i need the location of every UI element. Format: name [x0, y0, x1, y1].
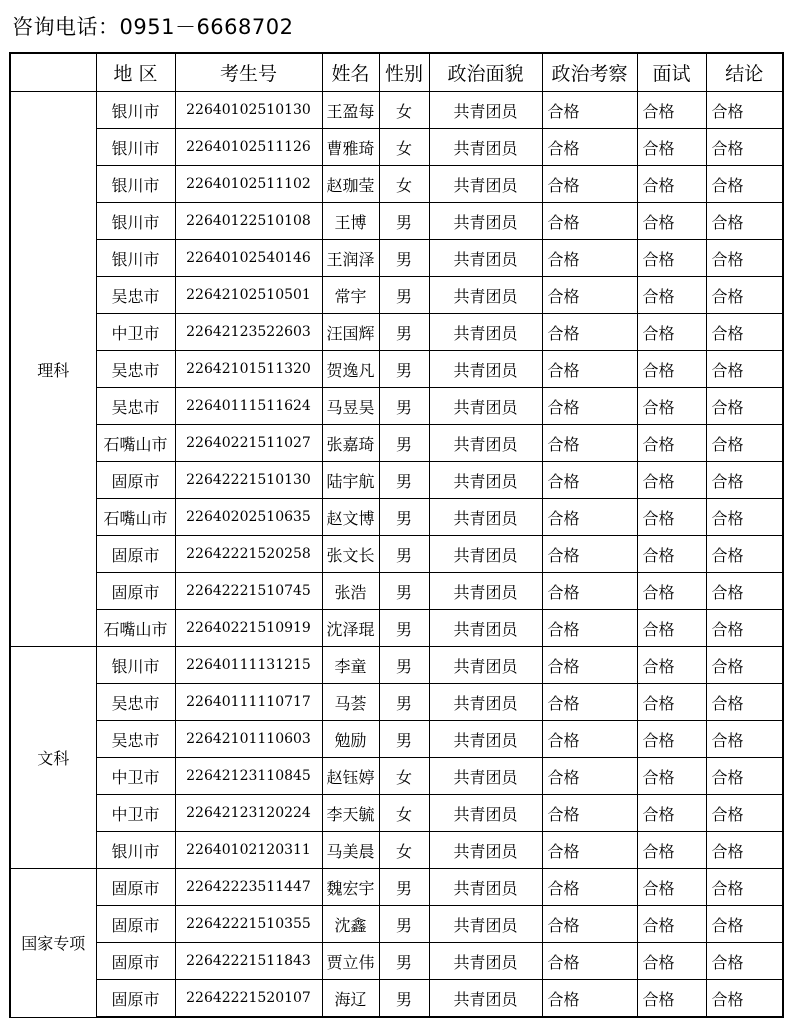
cell-name: 张嘉琦	[322, 425, 379, 462]
cell-name: 赵珈莹	[322, 166, 379, 203]
cell-political-review: 合格	[542, 943, 637, 980]
cell-name: 马荟	[322, 684, 379, 721]
table-row	[10, 462, 783, 499]
cell-name: 李童	[322, 647, 379, 684]
cell-political-status: 共青团员	[429, 906, 542, 943]
cell-gender: 男	[379, 388, 429, 425]
cell-region: 吴忠市	[96, 721, 175, 758]
cell-political-status: 共青团员	[429, 277, 542, 314]
cell-conclusion: 合格	[706, 166, 783, 203]
table-row	[10, 869, 783, 906]
cell-name: 马昱昊	[322, 388, 379, 425]
cell-political-status: 共青团员	[429, 166, 542, 203]
cell-conclusion: 合格	[706, 795, 783, 832]
cell-gender: 女	[379, 129, 429, 166]
cell-conclusion: 合格	[706, 314, 783, 351]
table-row	[10, 129, 783, 166]
cell-name: 贾立伟	[322, 943, 379, 980]
cell-exam-id: 22640102511102	[175, 166, 322, 203]
cell-conclusion: 合格	[706, 499, 783, 536]
table-row	[10, 536, 783, 573]
cell-exam-id: 22642102510501	[175, 277, 322, 314]
cell-conclusion: 合格	[706, 832, 783, 869]
cell-exam-id: 22642221520107	[175, 980, 322, 1018]
cell-gender: 女	[379, 795, 429, 832]
cell-conclusion: 合格	[706, 906, 783, 943]
cell-political-status: 共青团员	[429, 240, 542, 277]
cell-exam-id: 22640111511624	[175, 388, 322, 425]
cell-political-review: 合格	[542, 314, 637, 351]
table-row	[10, 610, 783, 647]
cell-region: 银川市	[96, 240, 175, 277]
cell-interview: 合格	[637, 721, 706, 758]
cell-interview: 合格	[637, 462, 706, 499]
cell-exam-id: 22640202510635	[175, 499, 322, 536]
table-row	[10, 573, 783, 610]
cell-region: 银川市	[96, 832, 175, 869]
table-row	[10, 425, 783, 462]
cell-region: 固原市	[96, 980, 175, 1018]
cell-political-review: 合格	[542, 388, 637, 425]
cell-interview: 合格	[637, 277, 706, 314]
cell-political-status: 共青团员	[429, 462, 542, 499]
cell-political-review: 合格	[542, 351, 637, 388]
cell-interview: 合格	[637, 388, 706, 425]
cell-gender: 男	[379, 980, 429, 1018]
cell-political-review: 合格	[542, 499, 637, 536]
cell-interview: 合格	[637, 536, 706, 573]
cell-conclusion: 合格	[706, 203, 783, 240]
cell-political-status: 共青团员	[429, 92, 542, 129]
cell-political-review: 合格	[542, 980, 637, 1018]
cell-exam-id: 22642101511320	[175, 351, 322, 388]
cell-political-review: 合格	[542, 721, 637, 758]
cell-political-status: 共青团员	[429, 536, 542, 573]
cell-name: 沈泽琨	[322, 610, 379, 647]
cell-region: 银川市	[96, 129, 175, 166]
table-row	[10, 314, 783, 351]
header-gender: 性别	[379, 53, 429, 92]
table-row	[10, 277, 783, 314]
cell-name: 张浩	[322, 573, 379, 610]
cell-political-status: 共青团员	[429, 980, 542, 1018]
cell-interview: 合格	[637, 943, 706, 980]
cell-name: 王博	[322, 203, 379, 240]
cell-interview: 合格	[637, 684, 706, 721]
cell-exam-id: 22640111110717	[175, 684, 322, 721]
cell-exam-id: 22640221510919	[175, 610, 322, 647]
cell-gender: 女	[379, 758, 429, 795]
table-row	[10, 684, 783, 721]
cell-region: 中卫市	[96, 314, 175, 351]
table-row	[10, 240, 783, 277]
cell-political-status: 共青团员	[429, 795, 542, 832]
cell-conclusion: 合格	[706, 462, 783, 499]
cell-name: 马美晨	[322, 832, 379, 869]
contact-label: 咨询电话：	[12, 15, 120, 39]
cell-interview: 合格	[637, 832, 706, 869]
cell-name: 贺逸凡	[322, 351, 379, 388]
cell-region: 固原市	[96, 536, 175, 573]
cell-political-status: 共青团员	[429, 610, 542, 647]
cell-region: 吴忠市	[96, 388, 175, 425]
cell-conclusion: 合格	[706, 536, 783, 573]
cell-conclusion: 合格	[706, 684, 783, 721]
cell-exam-id: 22642221510130	[175, 462, 322, 499]
cell-gender: 男	[379, 573, 429, 610]
cell-gender: 男	[379, 943, 429, 980]
cell-gender: 男	[379, 610, 429, 647]
contact-line	[12, 12, 293, 42]
cell-region: 银川市	[96, 647, 175, 684]
cell-name: 海辽	[322, 980, 379, 1018]
cell-political-status: 共青团员	[429, 425, 542, 462]
cell-political-review: 合格	[542, 758, 637, 795]
cell-conclusion: 合格	[706, 425, 783, 462]
admission-roster-table	[9, 52, 784, 1018]
cell-political-status: 共青团员	[429, 943, 542, 980]
cell-conclusion: 合格	[706, 388, 783, 425]
cell-political-review: 合格	[542, 832, 637, 869]
cell-conclusion: 合格	[706, 129, 783, 166]
cell-exam-id: 22640122510108	[175, 203, 322, 240]
cell-political-review: 合格	[542, 647, 637, 684]
cell-political-review: 合格	[542, 277, 637, 314]
header-conclusion: 结论	[706, 53, 783, 92]
header-political-review: 政治考察	[542, 53, 637, 92]
cell-conclusion: 合格	[706, 869, 783, 906]
cell-conclusion: 合格	[706, 943, 783, 980]
cell-exam-id: 22642221510355	[175, 906, 322, 943]
cell-name: 张文长	[322, 536, 379, 573]
category-cell: 理科	[10, 92, 96, 647]
cell-interview: 合格	[637, 203, 706, 240]
cell-political-review: 合格	[542, 92, 637, 129]
cell-interview: 合格	[637, 351, 706, 388]
cell-interview: 合格	[637, 425, 706, 462]
cell-name: 陆宇航	[322, 462, 379, 499]
cell-interview: 合格	[637, 758, 706, 795]
cell-interview: 合格	[637, 240, 706, 277]
cell-interview: 合格	[637, 980, 706, 1018]
cell-exam-id: 22642123120224	[175, 795, 322, 832]
cell-political-review: 合格	[542, 203, 637, 240]
cell-region: 固原市	[96, 462, 175, 499]
cell-name: 李天毓	[322, 795, 379, 832]
table-row	[10, 758, 783, 795]
table-row	[10, 943, 783, 980]
cell-exam-id: 22642221520258	[175, 536, 322, 573]
cell-interview: 合格	[637, 314, 706, 351]
cell-gender: 男	[379, 499, 429, 536]
cell-gender: 男	[379, 351, 429, 388]
table-row	[10, 906, 783, 943]
cell-political-status: 共青团员	[429, 869, 542, 906]
cell-region: 固原市	[96, 943, 175, 980]
cell-political-review: 合格	[542, 795, 637, 832]
cell-name: 赵钰婷	[322, 758, 379, 795]
table-row	[10, 388, 783, 425]
header-exam-id: 考生号	[175, 53, 322, 92]
cell-exam-id: 22642123110845	[175, 758, 322, 795]
cell-political-review: 合格	[542, 425, 637, 462]
contact-phone: 0951－6668702	[119, 15, 294, 39]
cell-conclusion: 合格	[706, 92, 783, 129]
cell-name: 魏宏宇	[322, 869, 379, 906]
table-row	[10, 795, 783, 832]
cell-gender: 女	[379, 166, 429, 203]
cell-region: 吴忠市	[96, 684, 175, 721]
cell-political-status: 共青团员	[429, 129, 542, 166]
cell-interview: 合格	[637, 92, 706, 129]
cell-gender: 男	[379, 314, 429, 351]
cell-political-status: 共青团员	[429, 647, 542, 684]
table-row	[10, 647, 783, 684]
cell-gender: 男	[379, 684, 429, 721]
cell-political-review: 合格	[542, 536, 637, 573]
cell-political-status: 共青团员	[429, 499, 542, 536]
cell-exam-id: 22642221511843	[175, 943, 322, 980]
cell-gender: 男	[379, 462, 429, 499]
cell-political-review: 合格	[542, 869, 637, 906]
cell-political-review: 合格	[542, 129, 637, 166]
cell-conclusion: 合格	[706, 573, 783, 610]
cell-gender: 男	[379, 240, 429, 277]
table-header	[10, 53, 783, 92]
cell-region: 银川市	[96, 92, 175, 129]
cell-gender: 男	[379, 203, 429, 240]
cell-region: 中卫市	[96, 758, 175, 795]
cell-interview: 合格	[637, 610, 706, 647]
header-interview: 面试	[637, 53, 706, 92]
cell-political-status: 共青团员	[429, 388, 542, 425]
cell-exam-id: 22640102120311	[175, 832, 322, 869]
cell-political-status: 共青团员	[429, 314, 542, 351]
cell-region: 固原市	[96, 906, 175, 943]
cell-region: 中卫市	[96, 795, 175, 832]
cell-gender: 男	[379, 425, 429, 462]
cell-region: 吴忠市	[96, 277, 175, 314]
cell-political-status: 共青团员	[429, 832, 542, 869]
cell-political-review: 合格	[542, 610, 637, 647]
cell-exam-id: 22642221510745	[175, 573, 322, 610]
cell-interview: 合格	[637, 647, 706, 684]
cell-region: 石嘴山市	[96, 425, 175, 462]
cell-exam-id: 22642101110603	[175, 721, 322, 758]
table-row	[10, 721, 783, 758]
cell-region: 吴忠市	[96, 351, 175, 388]
cell-name: 沈鑫	[322, 906, 379, 943]
category-cell: 国家专项	[10, 869, 96, 1018]
cell-exam-id: 22640102540146	[175, 240, 322, 277]
cell-conclusion: 合格	[706, 647, 783, 684]
header-region: 地 区	[96, 53, 175, 92]
cell-interview: 合格	[637, 499, 706, 536]
header-name: 姓名	[322, 53, 379, 92]
cell-exam-id: 22640102511126	[175, 129, 322, 166]
table-row	[10, 499, 783, 536]
cell-political-review: 合格	[542, 573, 637, 610]
cell-exam-id: 22642223511447	[175, 869, 322, 906]
cell-gender: 男	[379, 721, 429, 758]
table-row	[10, 166, 783, 203]
cell-name: 王润泽	[322, 240, 379, 277]
cell-interview: 合格	[637, 573, 706, 610]
cell-conclusion: 合格	[706, 980, 783, 1018]
cell-interview: 合格	[637, 906, 706, 943]
cell-name: 赵文博	[322, 499, 379, 536]
cell-conclusion: 合格	[706, 721, 783, 758]
cell-name: 王盈每	[322, 92, 379, 129]
cell-gender: 女	[379, 832, 429, 869]
cell-political-status: 共青团员	[429, 203, 542, 240]
cell-gender: 女	[379, 92, 429, 129]
header-political-status: 政治面貌	[429, 53, 542, 92]
cell-political-status: 共青团员	[429, 351, 542, 388]
cell-region: 固原市	[96, 573, 175, 610]
cell-gender: 男	[379, 906, 429, 943]
cell-region: 石嘴山市	[96, 499, 175, 536]
cell-exam-id: 22640221511027	[175, 425, 322, 462]
cell-exam-id: 22642123522603	[175, 314, 322, 351]
cell-region: 银川市	[96, 166, 175, 203]
cell-name: 常宇	[322, 277, 379, 314]
cell-conclusion: 合格	[706, 240, 783, 277]
cell-name: 曹雅琦	[322, 129, 379, 166]
cell-political-review: 合格	[542, 684, 637, 721]
cell-political-status: 共青团员	[429, 684, 542, 721]
cell-interview: 合格	[637, 166, 706, 203]
cell-political-review: 合格	[542, 166, 637, 203]
cell-region: 银川市	[96, 203, 175, 240]
table-row	[10, 832, 783, 869]
cell-interview: 合格	[637, 869, 706, 906]
cell-political-status: 共青团员	[429, 758, 542, 795]
cell-gender: 男	[379, 536, 429, 573]
cell-political-review: 合格	[542, 462, 637, 499]
header-row	[10, 53, 783, 92]
cell-conclusion: 合格	[706, 351, 783, 388]
cell-conclusion: 合格	[706, 758, 783, 795]
category-cell: 文科	[10, 647, 96, 869]
table-row	[10, 92, 783, 129]
cell-name: 勉励	[322, 721, 379, 758]
cell-political-review: 合格	[542, 240, 637, 277]
cell-interview: 合格	[637, 795, 706, 832]
header-category	[10, 53, 96, 92]
cell-political-status: 共青团员	[429, 721, 542, 758]
cell-gender: 男	[379, 647, 429, 684]
table-row	[10, 980, 783, 1018]
cell-interview: 合格	[637, 129, 706, 166]
cell-region: 固原市	[96, 869, 175, 906]
cell-gender: 男	[379, 277, 429, 314]
table-row	[10, 203, 783, 240]
cell-conclusion: 合格	[706, 277, 783, 314]
cell-region: 石嘴山市	[96, 610, 175, 647]
cell-conclusion: 合格	[706, 610, 783, 647]
cell-exam-id: 22640102510130	[175, 92, 322, 129]
cell-exam-id: 22640111131215	[175, 647, 322, 684]
cell-political-status: 共青团员	[429, 573, 542, 610]
cell-name: 汪国辉	[322, 314, 379, 351]
cell-political-review: 合格	[542, 906, 637, 943]
table-row	[10, 351, 783, 388]
table-body	[10, 92, 783, 1018]
cell-gender: 男	[379, 869, 429, 906]
